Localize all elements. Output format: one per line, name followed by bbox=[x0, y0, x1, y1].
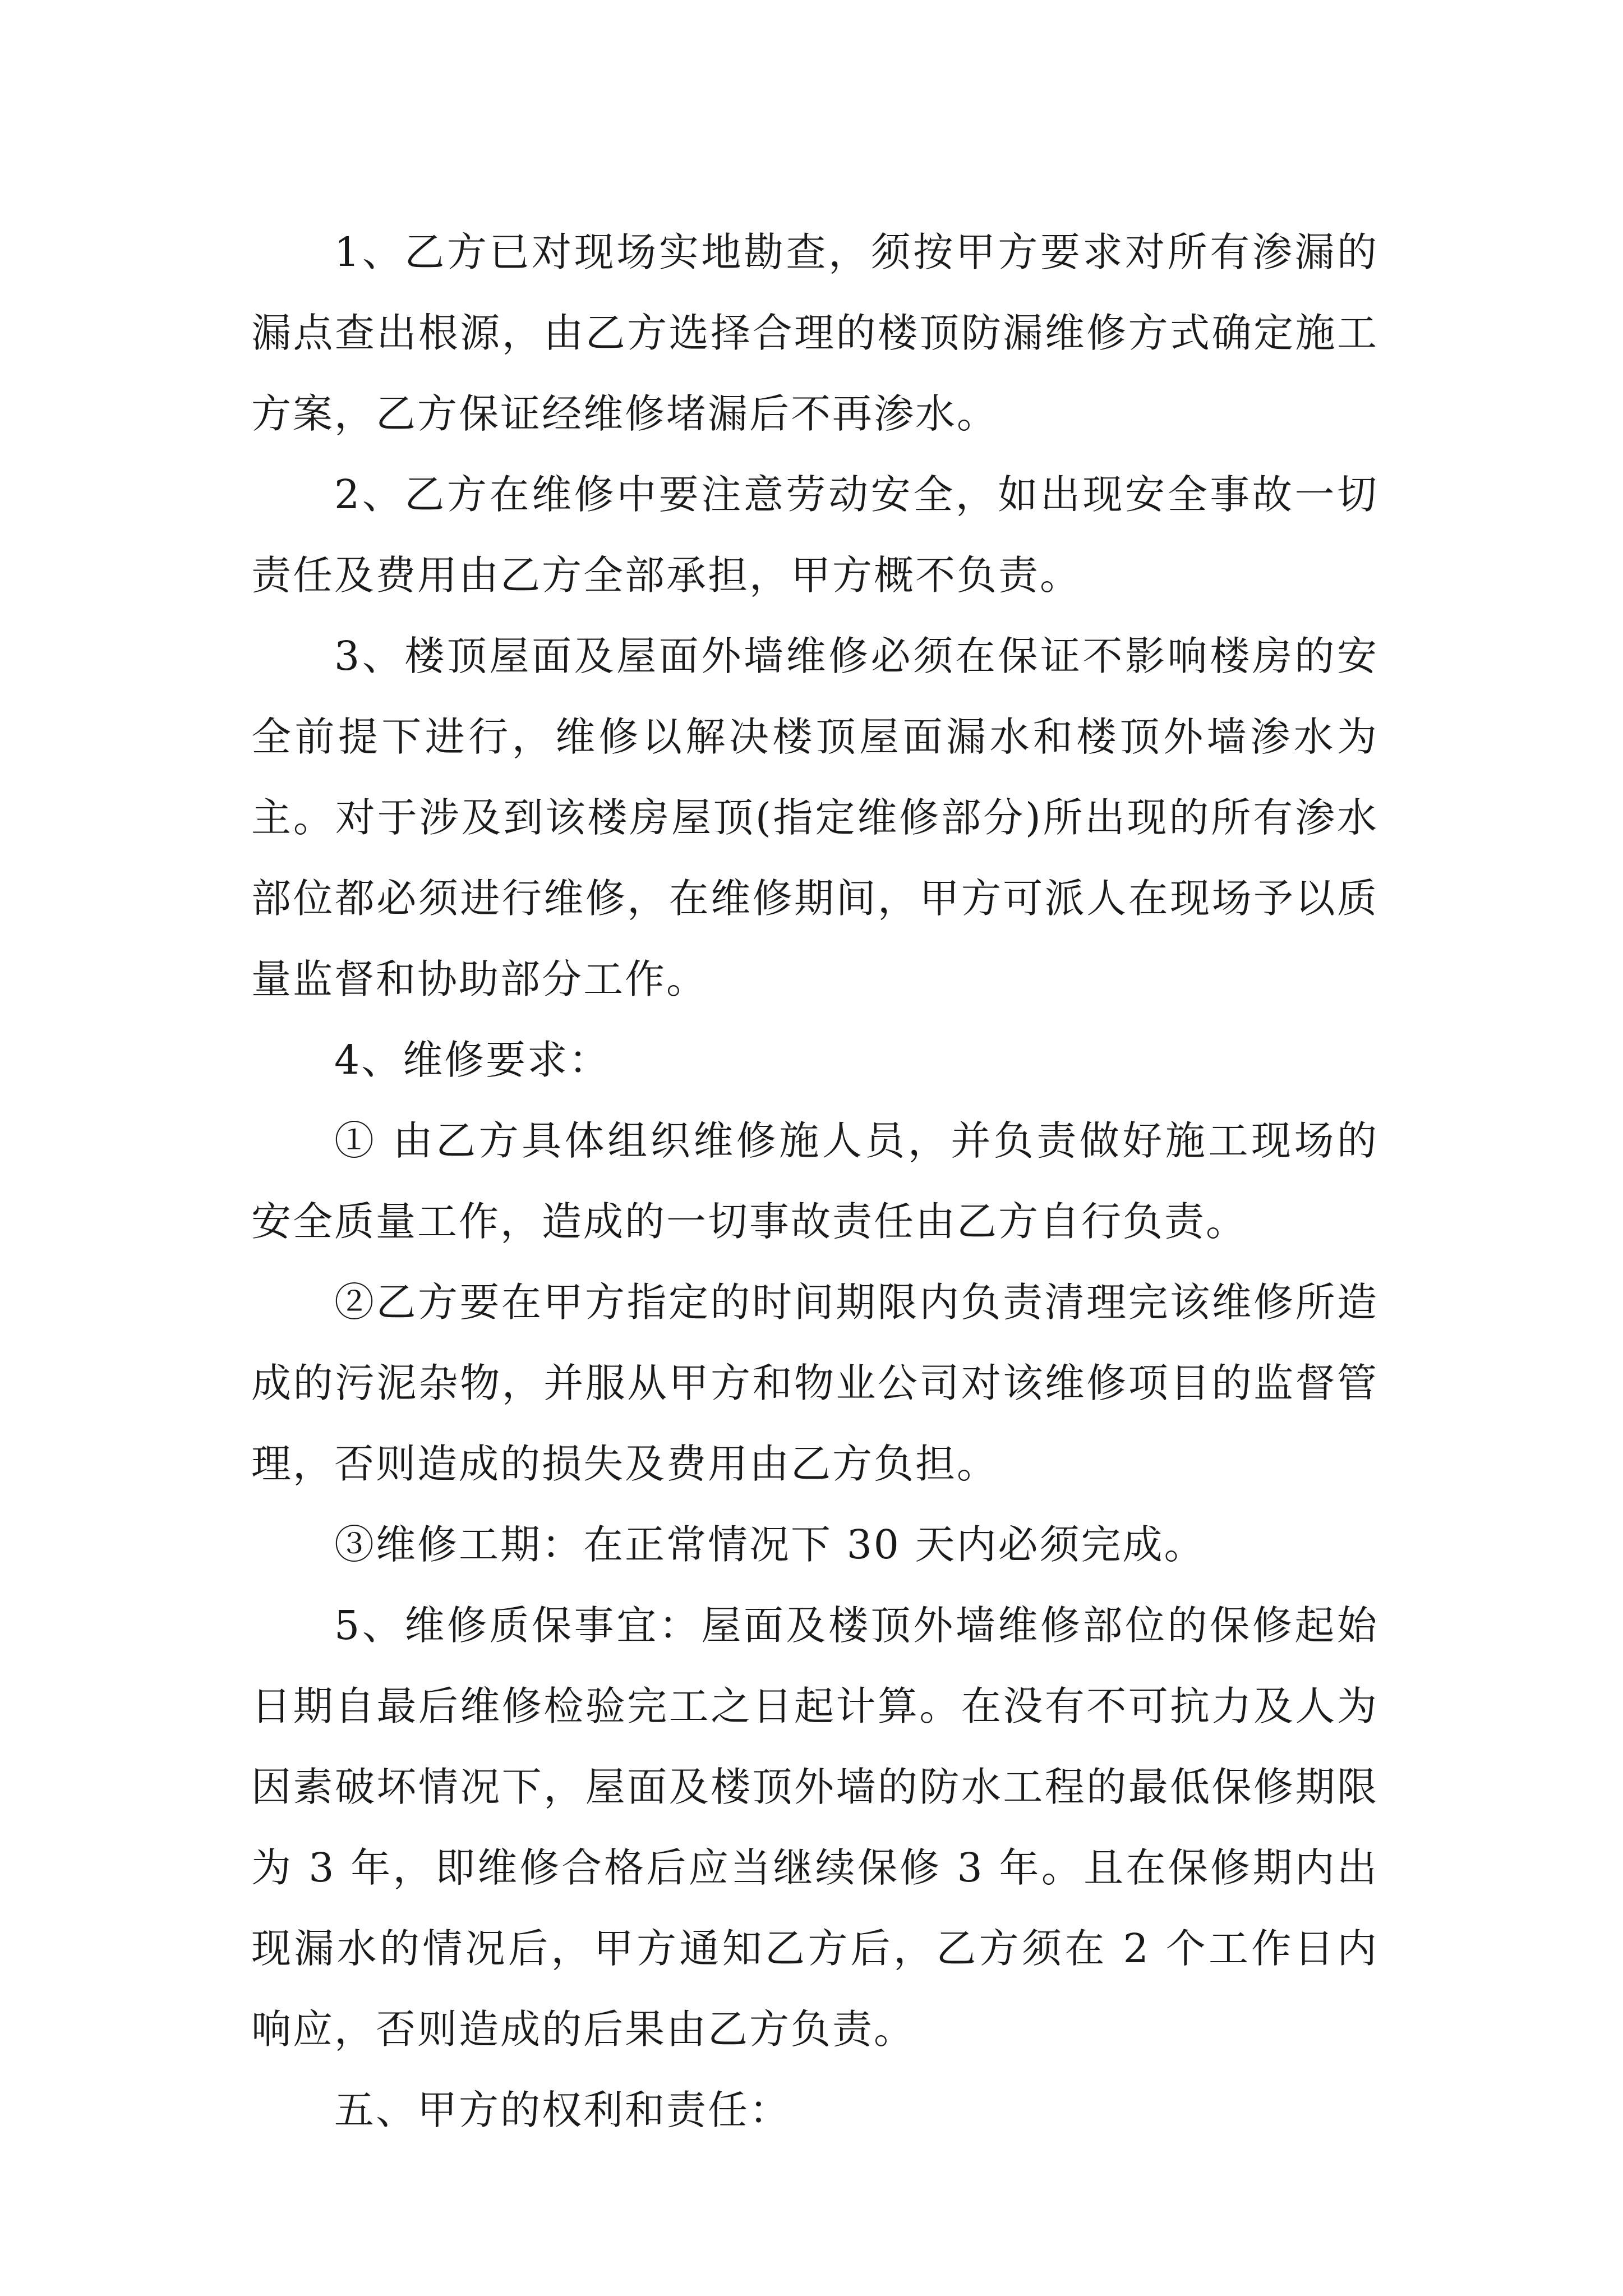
paragraph-requirement-2: ②乙方要在甲方指定的时间期限内负责清理完该维修所造成的污泥杂物，并服从甲方和物业公司对该维修项目的监督管理，否则造成的损失及费用由乙方负担。 bbox=[251, 1279, 1378, 1487]
paragraph-clause-4-heading: 4、维修要求： bbox=[334, 1037, 611, 1083]
paragraph-clause-1: 1、乙方已对现场实地勘查，须按甲方要求对所有渗漏的漏点查出根源，由乙方选择合理的楼顶防漏维修方式确定施工方案，乙方保证经维修堵漏后不再渗水。 bbox=[251, 229, 1378, 437]
paragraph-clause-5: 5、维修质保事宜：屋面及楼顶外墙维修部位的保修起始日期自最后维修检验完工之日起计算。在没有不可抗力及人为因素破坏情况下，屋面及楼顶外墙的防水工程的最低保修期限为 3 年，即维修合格后应当继续保修 3 年。且在保修期内出现漏水的情况后，甲方通知乙方后，乙方须在 2 个工作日内响应，否则造成的后果由乙方负责。 bbox=[251, 1602, 1378, 2053]
section-heading-party-a: 五、甲方的权利和责任： bbox=[334, 2087, 791, 2133]
document-body bbox=[251, 212, 1378, 2151]
paragraph-requirement-3: ③维修工期：在正常情况下 30 天内必须完成。 bbox=[334, 1521, 1206, 1568]
paragraph-clause-3: 3、楼顶屋面及屋面外墙维修必须在保证不影响楼房的安全前提下进行，维修以解决楼顶屋面漏水和楼顶外墙渗水为主。对于涉及到该楼房屋顶(指定维修部分)所出现的所有渗水部位都必须进行维修，在维修期间，甲方可派人在现场予以质量监督和协助部分工作。 bbox=[251, 633, 1378, 1002]
paragraph-requirement-1: ① 由乙方具体组织维修施人员，并负责做好施工现场的安全质量工作，造成的一切事故责任由乙方自行负责。 bbox=[251, 1117, 1378, 1245]
paragraph-clause-2: 2、乙方在维修中要注意劳动安全，如出现安全事故一切责任及费用由乙方全部承担，甲方概不负责。 bbox=[251, 471, 1378, 599]
